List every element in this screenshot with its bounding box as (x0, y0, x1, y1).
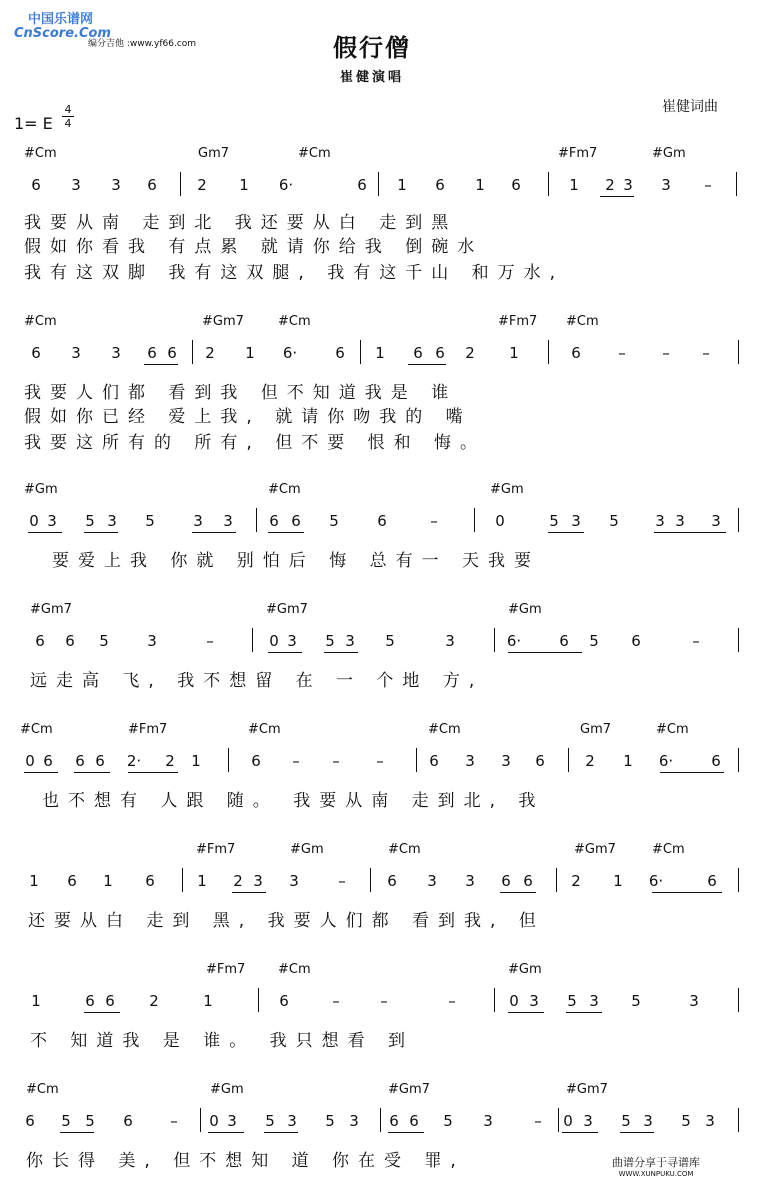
jianpu-note: 1 (191, 752, 201, 770)
chord-symbol: #Cm (298, 146, 331, 161)
jianpu-note: 6 (43, 752, 53, 770)
jianpu-note: 3 (107, 512, 117, 530)
jianpu-note: 6 (31, 176, 41, 194)
jianpu-note: 3 (71, 176, 81, 194)
footer-text: 曲谱分享于寻谱库 (612, 1156, 700, 1169)
chord-symbol: Gm7 (580, 722, 612, 737)
beam-underline (192, 532, 236, 533)
jianpu-note: 3 (501, 752, 511, 770)
jianpu-note: 6 (559, 632, 569, 650)
chord-symbol: #Gm (24, 482, 58, 497)
jianpu-note: 0 (509, 992, 519, 1010)
time-numerator: 4 (64, 103, 72, 116)
jianpu-note: 6 (571, 344, 581, 362)
jianpu-note: 3 (345, 632, 355, 650)
jianpu-note: 0 (25, 752, 35, 770)
jianpu-note: 6 (631, 632, 641, 650)
jianpu-note: 2 (205, 344, 215, 362)
bar-line (182, 868, 183, 892)
bar-line (494, 628, 495, 652)
jianpu-note: – (534, 1112, 542, 1130)
jianpu-note: 6 (95, 752, 105, 770)
bar-line (738, 508, 739, 532)
bar-line (474, 508, 475, 532)
chord-symbol: #Cm (566, 314, 599, 329)
jianpu-note: 0 (269, 632, 279, 650)
bar-line (200, 1108, 201, 1132)
beam-underline (566, 1012, 602, 1013)
jianpu-note: 5 (549, 512, 559, 530)
bar-line (738, 868, 739, 892)
jianpu-note: 3 (289, 872, 299, 890)
bar-line (558, 1108, 559, 1132)
jianpu-note: 3 (71, 344, 81, 362)
lyric-line: 不 知道我 是 谁。 我只想看 到 (30, 1031, 415, 1051)
beam-underline (74, 772, 110, 773)
jianpu-note: 5 (385, 632, 395, 650)
chord-symbol: #Fm7 (498, 314, 538, 329)
chord-symbol: #Gm (652, 146, 686, 161)
chord-symbol: #Cm (26, 1082, 59, 1097)
jianpu-note: 3 (193, 512, 203, 530)
jianpu-note: 6 (123, 1112, 133, 1130)
chord-symbol: #Gm7 (388, 1082, 430, 1097)
jianpu-note: 1 (245, 344, 255, 362)
chord-symbol: #Cm (268, 482, 301, 497)
jianpu-note: 3 (111, 344, 121, 362)
bar-line (258, 988, 259, 1012)
bar-line (738, 1108, 739, 1132)
beam-underline (388, 1132, 424, 1133)
beam-underline (562, 1132, 598, 1133)
lyric-line: 假如你已经 爱上我, 就请你吻我的 嘴 (24, 407, 472, 427)
time-signature (62, 104, 74, 129)
chord-symbol: #Gm (508, 962, 542, 977)
jianpu-note: 1 (103, 872, 113, 890)
jianpu-note: 2 (465, 344, 475, 362)
jianpu-note: 1 (375, 344, 385, 362)
jianpu-note: 0 (495, 512, 505, 530)
jianpu-note: 3 (349, 1112, 359, 1130)
song-title: 假行僧 (333, 33, 411, 62)
lyric-line: 我要从南 走到北 我还要从白 走到黑 (24, 213, 458, 233)
jianpu-note: 3 (227, 1112, 237, 1130)
jianpu-note: 6 (389, 1112, 399, 1130)
jianpu-note: 6 (85, 992, 95, 1010)
chord-symbol: #Gm7 (30, 602, 72, 617)
jianpu-note: 6 (357, 176, 367, 194)
jianpu-note: 6 (75, 752, 85, 770)
jianpu-note: 1 (569, 176, 579, 194)
chord-symbol: #Gm7 (566, 1082, 608, 1097)
beam-underline (654, 532, 726, 533)
jianpu-note: 1 (623, 752, 633, 770)
chord-symbol: #Cm (278, 314, 311, 329)
beam-underline (652, 892, 722, 893)
jianpu-note: – (380, 992, 388, 1010)
chord-symbol: #Gm7 (266, 602, 308, 617)
bar-line (738, 748, 739, 772)
bar-line (192, 340, 193, 364)
beam-underline (208, 1132, 244, 1133)
chord-symbol: #Cm (248, 722, 281, 737)
jianpu-note: 5 (85, 1112, 95, 1130)
key-signature: 1= E (14, 114, 53, 133)
jianpu-note: – (702, 344, 710, 362)
jianpu-note: 6 (147, 344, 157, 362)
jianpu-note: 3 (147, 632, 157, 650)
bar-line (738, 628, 739, 652)
jianpu-note: 6· (506, 632, 522, 650)
jianpu-note: – (662, 344, 670, 362)
beam-underline (268, 652, 302, 653)
jianpu-note: 2 (605, 176, 615, 194)
jianpu-note: 2 (571, 872, 581, 890)
bar-line (416, 748, 417, 772)
jianpu-note: 5 (325, 1112, 335, 1130)
bar-line (228, 748, 229, 772)
jianpu-note: 2 (585, 752, 595, 770)
beam-underline (84, 1012, 120, 1013)
chord-symbol: #Fm7 (128, 722, 168, 737)
jianpu-note: 6 (711, 752, 721, 770)
jianpu-note: 6 (67, 872, 77, 890)
chord-symbol: #Cm (656, 722, 689, 737)
jianpu-note: – (332, 992, 340, 1010)
jianpu-note: 6 (269, 512, 279, 530)
bar-line (738, 988, 739, 1012)
jianpu-note: 2 (165, 752, 175, 770)
jianpu-note: 6 (279, 992, 289, 1010)
jianpu-note: 3 (643, 1112, 653, 1130)
bar-line (494, 988, 495, 1012)
jianpu-note: 5 (145, 512, 155, 530)
jianpu-note: 6 (511, 176, 521, 194)
chord-symbol: #Gm (508, 602, 542, 617)
beam-underline (500, 892, 536, 893)
lyric-line: 我有这双脚 我有这双腿, 我有这千山 和万水, (24, 263, 565, 283)
jianpu-note: 5 (85, 512, 95, 530)
bar-line (738, 340, 739, 364)
jianpu-note: 0 (29, 512, 39, 530)
site-url: 编分吉他 :www.yf66.com (88, 39, 197, 49)
jianpu-note: 2· (126, 752, 142, 770)
jianpu-note: 0 (563, 1112, 573, 1130)
chord-symbol: #Cm (278, 962, 311, 977)
jianpu-note: 2 (197, 176, 207, 194)
jianpu-note: – (170, 1112, 178, 1130)
bar-line (252, 628, 253, 652)
chord-symbol: #Gm (490, 482, 524, 497)
jianpu-note: – (704, 176, 712, 194)
chord-symbol: #Gm7 (574, 842, 616, 857)
chord-symbol: #Fm7 (558, 146, 598, 161)
jianpu-note: 5 (325, 632, 335, 650)
jianpu-note: 6 (429, 752, 439, 770)
jianpu-note: 3 (483, 1112, 493, 1130)
jianpu-note: 6 (35, 632, 45, 650)
beam-underline (264, 1132, 298, 1133)
jianpu-note: 6 (413, 344, 423, 362)
chord-symbol: #Fm7 (196, 842, 236, 857)
beam-underline (84, 532, 118, 533)
lyric-line: 还要从白 走到 黑, 我要人们都 看到我, 但 (28, 911, 545, 931)
jianpu-note: 3 (711, 512, 721, 530)
jianpu-note: 1 (613, 872, 623, 890)
lyric-line: 远走高 飞, 我不想留 在 一 个地 方, (30, 671, 484, 691)
jianpu-note: 3 (571, 512, 581, 530)
bar-line (736, 172, 737, 196)
beam-underline (660, 772, 724, 773)
notes-source (0, 0, 1, 1)
jianpu-note: 5 (567, 992, 577, 1010)
chord-symbol: Gm7 (198, 146, 230, 161)
lyric-line: 要爱上我 你就 别怕后 悔 总有一 天我要 (52, 551, 541, 571)
jianpu-note: 1 (203, 992, 213, 1010)
jianpu-note: – (618, 344, 626, 362)
jianpu-note: 6 (523, 872, 533, 890)
jianpu-note: 3 (583, 1112, 593, 1130)
chord-symbol: #Cm (24, 146, 57, 161)
beam-underline (268, 532, 304, 533)
chord-symbol: #Cm (428, 722, 461, 737)
jianpu-note: 3 (529, 992, 539, 1010)
footer-watermark (612, 1154, 700, 1178)
jianpu-note: 0 (209, 1112, 219, 1130)
jianpu-note: 3 (47, 512, 57, 530)
jianpu-note: 5 (621, 1112, 631, 1130)
beam-underline (60, 1132, 94, 1133)
jianpu-note: 1 (475, 176, 485, 194)
jianpu-note: 6 (377, 512, 387, 530)
jianpu-note: 1 (509, 344, 519, 362)
jianpu-note: 3 (111, 176, 121, 194)
jianpu-note: 3 (589, 992, 599, 1010)
jianpu-note: 5 (589, 632, 599, 650)
jianpu-note: 3 (675, 512, 685, 530)
beam-underline (128, 772, 178, 773)
jianpu-note: 1 (197, 872, 207, 890)
jianpu-note: 6 (31, 344, 41, 362)
jianpu-note: – (448, 992, 456, 1010)
jianpu-note: 6 (707, 872, 717, 890)
footer-url: WWW.XUNPUKU.COM (618, 1170, 694, 1178)
chord-symbol: #Cm (24, 314, 57, 329)
bar-line (568, 748, 569, 772)
jianpu-note: 3 (465, 752, 475, 770)
jianpu-note: 6 (147, 176, 157, 194)
jianpu-note: 3 (705, 1112, 715, 1130)
chord-symbol: #Fm7 (206, 962, 246, 977)
jianpu-note: 6 (535, 752, 545, 770)
jianpu-note: – (206, 632, 214, 650)
beam-underline (144, 364, 178, 365)
lyric-line: 也不想有 人跟 随。 我要从南 走到北, 我 (42, 791, 545, 811)
jianpu-note: 3 (445, 632, 455, 650)
jianpu-note: 6 (291, 512, 301, 530)
chord-symbol: #Gm (210, 1082, 244, 1097)
jianpu-note: 5 (265, 1112, 275, 1130)
jianpu-note: 6 (251, 752, 261, 770)
jianpu-note: 5 (99, 632, 109, 650)
jianpu-note: 6· (278, 176, 294, 194)
beam-underline (28, 532, 62, 533)
beam-underline (324, 652, 358, 653)
bar-line (370, 868, 371, 892)
bar-line (180, 172, 181, 196)
bar-line (378, 172, 379, 196)
jianpu-note: – (376, 752, 384, 770)
jianpu-note: 3 (223, 512, 233, 530)
jianpu-note: 3 (689, 992, 699, 1010)
beam-underline (620, 1132, 654, 1133)
chord-symbol: #Cm (388, 842, 421, 857)
bar-line (556, 868, 557, 892)
jianpu-note: 5 (631, 992, 641, 1010)
jianpu-note: 2 (233, 872, 243, 890)
site-logo-en: CnScore.Com (14, 26, 111, 41)
jianpu-note: 1 (397, 176, 407, 194)
jianpu-note: – (292, 752, 300, 770)
jianpu-note: 1 (239, 176, 249, 194)
jianpu-note: 6 (65, 632, 75, 650)
beam-underline (232, 892, 266, 893)
jianpu-note: 3 (661, 176, 671, 194)
jianpu-note: 3 (427, 872, 437, 890)
chord-symbol: #Gm7 (202, 314, 244, 329)
bar-line (256, 508, 257, 532)
bar-line (548, 172, 549, 196)
chord-symbol: #Cm (652, 842, 685, 857)
beam-underline (24, 772, 58, 773)
composer-credit: 崔健词曲 (662, 99, 718, 115)
jianpu-note: 6 (25, 1112, 35, 1130)
jianpu-note: 3 (287, 632, 297, 650)
lyric-line: 我要这所有的 所有, 但不要 恨和 悔。 (24, 433, 487, 453)
jianpu-note: 2 (149, 992, 159, 1010)
site-logo-cn: 中国乐谱网 (28, 12, 94, 27)
jianpu-note: – (332, 752, 340, 770)
jianpu-note: 3 (655, 512, 665, 530)
jianpu-note: 3 (287, 1112, 297, 1130)
jianpu-note: 1 (29, 872, 39, 890)
jianpu-note: 6 (435, 344, 445, 362)
jianpu-note: 6· (658, 752, 674, 770)
jianpu-note: 6 (435, 176, 445, 194)
time-denominator: 4 (64, 117, 72, 130)
chord-symbol: #Cm (20, 722, 53, 737)
jianpu-note: 6 (145, 872, 155, 890)
jianpu-note: 1 (31, 992, 41, 1010)
jianpu-note: 6· (282, 344, 298, 362)
beam-underline (408, 364, 446, 365)
jianpu-note: – (692, 632, 700, 650)
jianpu-note: 3 (253, 872, 263, 890)
jianpu-note: 5 (681, 1112, 691, 1130)
beam-underline (508, 652, 582, 653)
jianpu-note: – (338, 872, 346, 890)
jianpu-note: – (430, 512, 438, 530)
beam-underline (548, 532, 584, 533)
chord-symbol: #Gm (290, 842, 324, 857)
bar-line (360, 340, 361, 364)
lyric-line: 假如你看我 有点累 就请你给我 倒碗水 (24, 237, 484, 257)
bar-line (380, 1108, 381, 1132)
jianpu-note: 6 (409, 1112, 419, 1130)
jianpu-note: 6 (387, 872, 397, 890)
jianpu-note: 5 (329, 512, 339, 530)
lyric-line: 我要人们都 看到我 但不知道我是 谁 (24, 383, 458, 403)
beam-underline (508, 1012, 544, 1013)
singer-credit: 崔健演唱 (340, 70, 405, 85)
jianpu-note: 3 (623, 176, 633, 194)
jianpu-note: 5 (609, 512, 619, 530)
jianpu-note: 5 (443, 1112, 453, 1130)
jianpu-note: 6 (335, 344, 345, 362)
jianpu-note: 6 (105, 992, 115, 1010)
jianpu-note: 3 (465, 872, 475, 890)
jianpu-note: 5 (61, 1112, 71, 1130)
bar-line (548, 340, 549, 364)
lyric-line: 你长得 美, 但不想知 道 你在受 罪, (26, 1151, 465, 1171)
jianpu-note: 6 (501, 872, 511, 890)
jianpu-note: 6 (167, 344, 177, 362)
beam-underline (600, 196, 634, 197)
jianpu-note: 6· (648, 872, 664, 890)
